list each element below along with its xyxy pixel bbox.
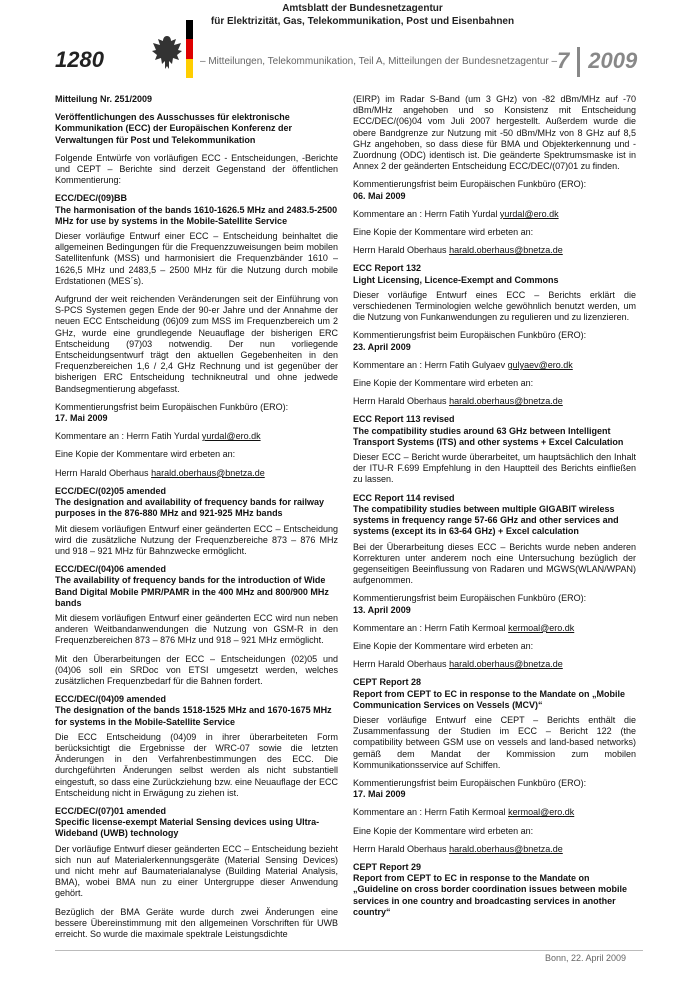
copy-recipient: Herrn Harald Oberhaus <box>353 843 447 854</box>
email-link[interactable]: yurdal@ero.dk <box>201 431 261 442</box>
comments-recipient: Kommentare an : Herrn Fatih Gulyaev <box>353 359 506 370</box>
deadline-date: 06. Mai 2009 <box>353 190 406 201</box>
right-column <box>353 94 636 922</box>
deadline-label: Kommentierungsfrist beim Europäischen Funkbüro (ERO): <box>55 401 289 412</box>
gazette-title-line1: Amtsblatt der Bundesnetzagentur <box>282 3 443 14</box>
paragraph: Die ECC Entscheidung (04)09 in ihrer überarbeiteten Form berücksichtigt die Ergebnisse der WRC-07 sowie die letzten Änderungen in den Verfahrenbestimmungen des ECC. Die durchgeführten Änderungen selbst werden als nicht substantiell eingestuft, so dass eine Zurückziehung bzw. eine Neuauflage der ECC Entscheidung nicht in Erwägung zu ziehen ist. <box>55 731 338 798</box>
email-link[interactable]: harald.oberhaus@bnetza.de <box>151 467 265 478</box>
copy-line <box>353 396 636 407</box>
section-code: ECC Report 114 revised <box>353 492 455 503</box>
page-number: 1280 <box>55 47 104 72</box>
deadline <box>55 402 338 424</box>
paragraph: Der vorläufige Entwurf dieser geänderten ECC – Entscheidung bezieht sich nun auf Materialerkennungsgeräte (Material Sensing Devices) und nicht mehr auf Baumaterialanalyse (Building Material Analysis, BMA), wobei BMA nun zu einer Untergruppe dieser Anwendung gehört. <box>55 843 338 899</box>
copy-line <box>55 468 338 479</box>
copy-line <box>353 245 636 256</box>
section-code: ECC/DEC/(04)09 amended <box>55 694 167 705</box>
notice-subject: Veröffentlichungen des Ausschusses für elektronische Kommunikation (ECC) der Europäischen Konferenz der Verwaltungen für Post und Telekommunikation <box>55 112 293 145</box>
paragraph: Dieser vorläufige Entwurf eine CEPT – Berichts enthält die Zusammenfassung der Studien im ECC – Bericht 122 (the compatibility between GSM use on vessels and land-based networks) gemäß dem Mandat der Kommission zum mobilen Kommunikationsservice auf Schiffen. <box>353 714 636 770</box>
section-title: The compatibility studies around 63 GHz between Intelligent Transport Systems (ITS) and other systems + Excel Calculation <box>353 425 624 447</box>
section-title: Report from CEPT to EC in response to the Mandate on „Guideline on cross border coordination issues between mobile services in one country and broadcasting services in another country“ <box>353 873 628 917</box>
issue-number: 7 <box>557 47 570 73</box>
deadline-label: Kommentierungsfrist beim Europäischen Funkbüro (ERO): <box>353 777 587 788</box>
paragraph: Bezüglich der BMA Geräte wurde durch zwei Änderungen eine bessere Übereinstimmung mit den allgemeinen Vorschriften für UWB erreicht. So wurde die maximale spektrale Leistungsdichte <box>55 906 338 939</box>
copy-recipient: Herrn Harald Oberhaus <box>353 659 447 670</box>
copy-request: Eine Kopie der Kommentare wird erbeten an: <box>353 227 534 238</box>
footer-place-date: Bonn, 22. April 2009 <box>545 953 627 963</box>
email-link[interactable]: harald.oberhaus@bnetza.de <box>449 843 563 854</box>
section-title: The harmonisation of the bands 1610-1626.5 MHz and 2483.5-2500 MHz for use by systems in the Mobile-Satellite Service <box>55 204 338 226</box>
deadline <box>353 593 636 615</box>
copy-recipient: Herrn Harald Oberhaus <box>353 245 447 256</box>
section-title: The designation of the bands 1518-1525 MHz and 1670-1675 MHz for systems in the Mobile-Satellite Service <box>55 705 332 727</box>
section-code: ECC/DEC/(09)BB <box>55 193 128 204</box>
copy-recipient: Herrn Harald Oberhaus <box>353 396 447 407</box>
section-heading <box>353 493 636 538</box>
section-heading <box>55 694 338 728</box>
comments-recipient: Kommentare an : Herrn Fatih Kermoal <box>353 807 506 818</box>
email-link[interactable]: gulyaev@ero.dk <box>507 359 573 370</box>
section-title: Light Licensing, Licence-Exempt and Commons <box>353 274 559 285</box>
section-title: The compatibility studies between multiple GIGABIT wireless systems in frequency range 57-66 GHz and other services and systems (except its in 63-64 GHz) + Excel calculation <box>353 503 619 537</box>
email-link[interactable]: harald.oberhaus@bnetza.de <box>449 396 563 407</box>
gazette-title <box>200 3 525 28</box>
flag-bar <box>186 20 193 78</box>
comments-recipient: Kommentare an : Herrn Fatih Yurdal <box>353 208 498 219</box>
paragraph: Mit diesem vorläufigen Entwurf einer geänderten ECC – Entscheidung wird die zusätzliche Nutzung der Frequenzbereiche 873 – 876 MHz und 918 – 921 MHz für Bahnzwecke ermöglicht. <box>55 523 338 556</box>
copy-request: Eine Kopie der Kommentare wird erbeten an: <box>55 449 236 460</box>
section-code: ECC/DEC/(07)01 amended <box>55 805 167 816</box>
section-code: ECC Report 113 revised <box>353 414 455 425</box>
deadline-label: Kommentierungsfrist beim Europäischen Funkbüro (ERO): <box>353 179 587 190</box>
section-heading <box>55 486 338 520</box>
deadline <box>353 330 636 352</box>
section-heading <box>55 564 338 609</box>
comments-line <box>353 360 636 371</box>
paragraph: Dieser vorläufige Entwurf eines ECC – Berichts erklärt die verschiedenen Terminologien welche gewöhnlich benutzt werden, um die Nutzung von Funkanwendungen zu regulieren und zu lizenzieren. <box>353 289 636 323</box>
deadline <box>353 179 636 201</box>
notice-title: Mitteilung Nr. 251/2009 <box>55 94 153 104</box>
section-heading <box>55 193 338 227</box>
section-heading <box>55 806 338 840</box>
intro-text: Folgende Entwürfe von vorläufigen ECC - Entscheidungen, -Berichte und CEPT – Berichte sind derzeit Gegenstand der öffentlichen Kommentierung: <box>55 152 338 186</box>
deadline-date: 13. April 2009 <box>353 604 411 615</box>
deadline <box>353 778 636 800</box>
deadline-date: 17. Mai 2009 <box>353 789 406 800</box>
footer-divider <box>55 950 643 951</box>
flag-stripe-gold <box>186 59 193 78</box>
gazette-subtitle: – Mitteilungen, Telekommunikation, Teil A, Mitteilungen der Bundesnetzagentur – <box>200 56 558 67</box>
paragraph: Mit den Überarbeitungen der ECC – Entscheidungen (02)05 und (04)06 soll ein SRDoc von ETSI umgesetzt werden, welches zusätzlichen Frequenzbedarf für die Bahnen fordert. <box>55 653 338 686</box>
section-code: CEPT Report 29 <box>353 861 422 872</box>
left-column <box>55 94 338 947</box>
paragraph: Dieser vorläufige Entwurf einer ECC – Entscheidung beinhaltet die allgemeinen Bedingungen für die Frequenzzuweisungen beim mobilen Satellitenfunk (MSS) und harmonisiert die Frequenzbänder 1610 – 1626,5 MHz und 2483,5 – 2500 MHz für die Nutzung durch mobile Erdstationen (MES´s). <box>55 231 338 286</box>
deadline-label: Kommentierungsfrist beim Europäischen Funkbüro (ERO): <box>353 593 587 604</box>
email-link[interactable]: harald.oberhaus@bnetza.de <box>449 245 563 256</box>
deadline-label: Kommentierungsfrist beim Europäischen Funkbüro (ERO): <box>353 330 587 341</box>
section-title: The availability of frequency bands for the introduction of Wide Band Digital Mobile PMR/PAMR in the 400 MHz and 800/900 MHz bands <box>55 575 329 608</box>
copy-line <box>353 844 636 855</box>
section-code: ECC/DEC/(02)05 amended <box>55 485 167 496</box>
section-code: CEPT Report 28 <box>353 677 422 688</box>
issue-separator <box>577 47 580 77</box>
copy-request: Eine Kopie der Kommentare wird erbeten an: <box>353 640 534 651</box>
section-heading <box>353 677 636 711</box>
paragraph: (EIRP) im Radar S-Band (um 3 GHz) von -82 dBm/MHz auf -70 dBm/MHz angehoben und so Konsistenz mit Entscheidung ECC/DEC/(06)04 vom Juli 2007 hergestellt. Außerdem wurde die obere Bandgrenze zur Nutzung mit -50 dBm/MHz von 8 GHz auf 8,5 GHz angehoben, so dass diese für BMA und Objekterkennung und -Zuordnung (ODC) identisch ist. Die geänderte Spektrumsmaske ist in Annex 2 der geänderten Entscheidung ECC/DEC/(07)01 zu finden. <box>353 94 636 172</box>
paragraph: Aufgrund der weit reichenden Veränderungen seit der Einführung von S-PCS Systemen gegen Ende der 90-er Jahre und der Annahme der neuen ECC Entscheidung (06)09 zum MSS im Frequenzbereich um 2 GHz, wurde eine grundlegende Neuauflage der bisherigen ERC Entscheidung (97)03 notwendig. Der nun vorliegende Entscheidungsentwurf trägt den aktuellen Gegebenheiten in den Frequenzbereichen 1,6 / 2,4 GHz Rechnung und ist gegenüber der bisherigen ERC Entscheidung technikneutral und ohne jedwede Bandsegmentierung abgefasst. <box>55 294 338 394</box>
email-link[interactable]: yurdal@ero.dk <box>499 208 559 219</box>
section-title: Report from CEPT to EC in response to the Mandate on „Mobile Communication Services on Vessels (MCV)“ <box>353 688 626 710</box>
deadline-date: 17. Mai 2009 <box>55 413 108 424</box>
paragraph: Dieser ECC – Bericht wurde überarbeitet, um hauptsächlich den Inhalt der ITU-R F.699 Empfehlung in den Hauptteil des Berichts einfließen zu lassen. <box>353 452 636 485</box>
comments-line <box>353 209 636 220</box>
deadline-date: 23. April 2009 <box>353 341 411 352</box>
email-link[interactable]: harald.oberhaus@bnetza.de <box>449 659 563 670</box>
copy-request: Eine Kopie der Kommentare wird erbeten an: <box>353 825 534 836</box>
copy-line <box>353 659 636 670</box>
issue-year: 2009 <box>588 47 638 73</box>
email-link[interactable]: kermoal@ero.dk <box>508 622 575 633</box>
paragraph: Bei der Überarbeitung dieses ECC – Berichts wurde neben anderen Korrekturen unter anderem noch eine Untersuchung bezüglich der gegenseitigen Beeinflussung von Radaren und MGWS(WLAN/WPAN) aufgenommen. <box>353 541 636 586</box>
section-heading <box>353 263 636 285</box>
comments-line <box>353 807 636 818</box>
section-code: ECC Report 132 <box>353 263 422 274</box>
section-title: The designation and availability of frequency bands for railway purposes in the 876-880 MHz and 921-925 MHz bands <box>55 497 325 519</box>
section-heading <box>353 414 636 448</box>
comments-recipient: Kommentare an : Herrn Fatih Kermoal <box>353 622 506 633</box>
section-code: ECC/DEC/(04)06 amended <box>55 564 167 575</box>
issue-label <box>557 47 637 77</box>
email-link[interactable]: kermoal@ero.dk <box>508 807 575 818</box>
federal-eagle-icon <box>150 33 184 73</box>
comments-line <box>353 623 636 634</box>
page-header <box>0 0 700 82</box>
section-title: Specific license-exempt Material Sensing devices using Ultra-Wideband (UWB) technology <box>55 817 320 839</box>
gazette-title-line2: für Elektrizität, Gas, Telekommunikation, Post und Eisenbahnen <box>210 15 515 27</box>
copy-request: Eine Kopie der Kommentare wird erbeten an: <box>353 378 534 389</box>
comments-line <box>55 431 338 442</box>
section-heading <box>353 862 636 918</box>
comments-recipient: Kommentare an : Herrn Fatih Yurdal <box>55 431 200 442</box>
flag-stripe-black <box>186 20 193 39</box>
flag-stripe-red <box>186 39 193 58</box>
copy-recipient: Herrn Harald Oberhaus <box>55 467 149 478</box>
paragraph: Mit diesem vorläufigen Entwurf einer geänderten ECC wird nun neben anderen Weitbandanwendungen die Nutzung von GSM-R in den Frequenzbereichen 873 – 876 MHz und 918 – 921 MHz ermöglicht. <box>55 612 338 646</box>
